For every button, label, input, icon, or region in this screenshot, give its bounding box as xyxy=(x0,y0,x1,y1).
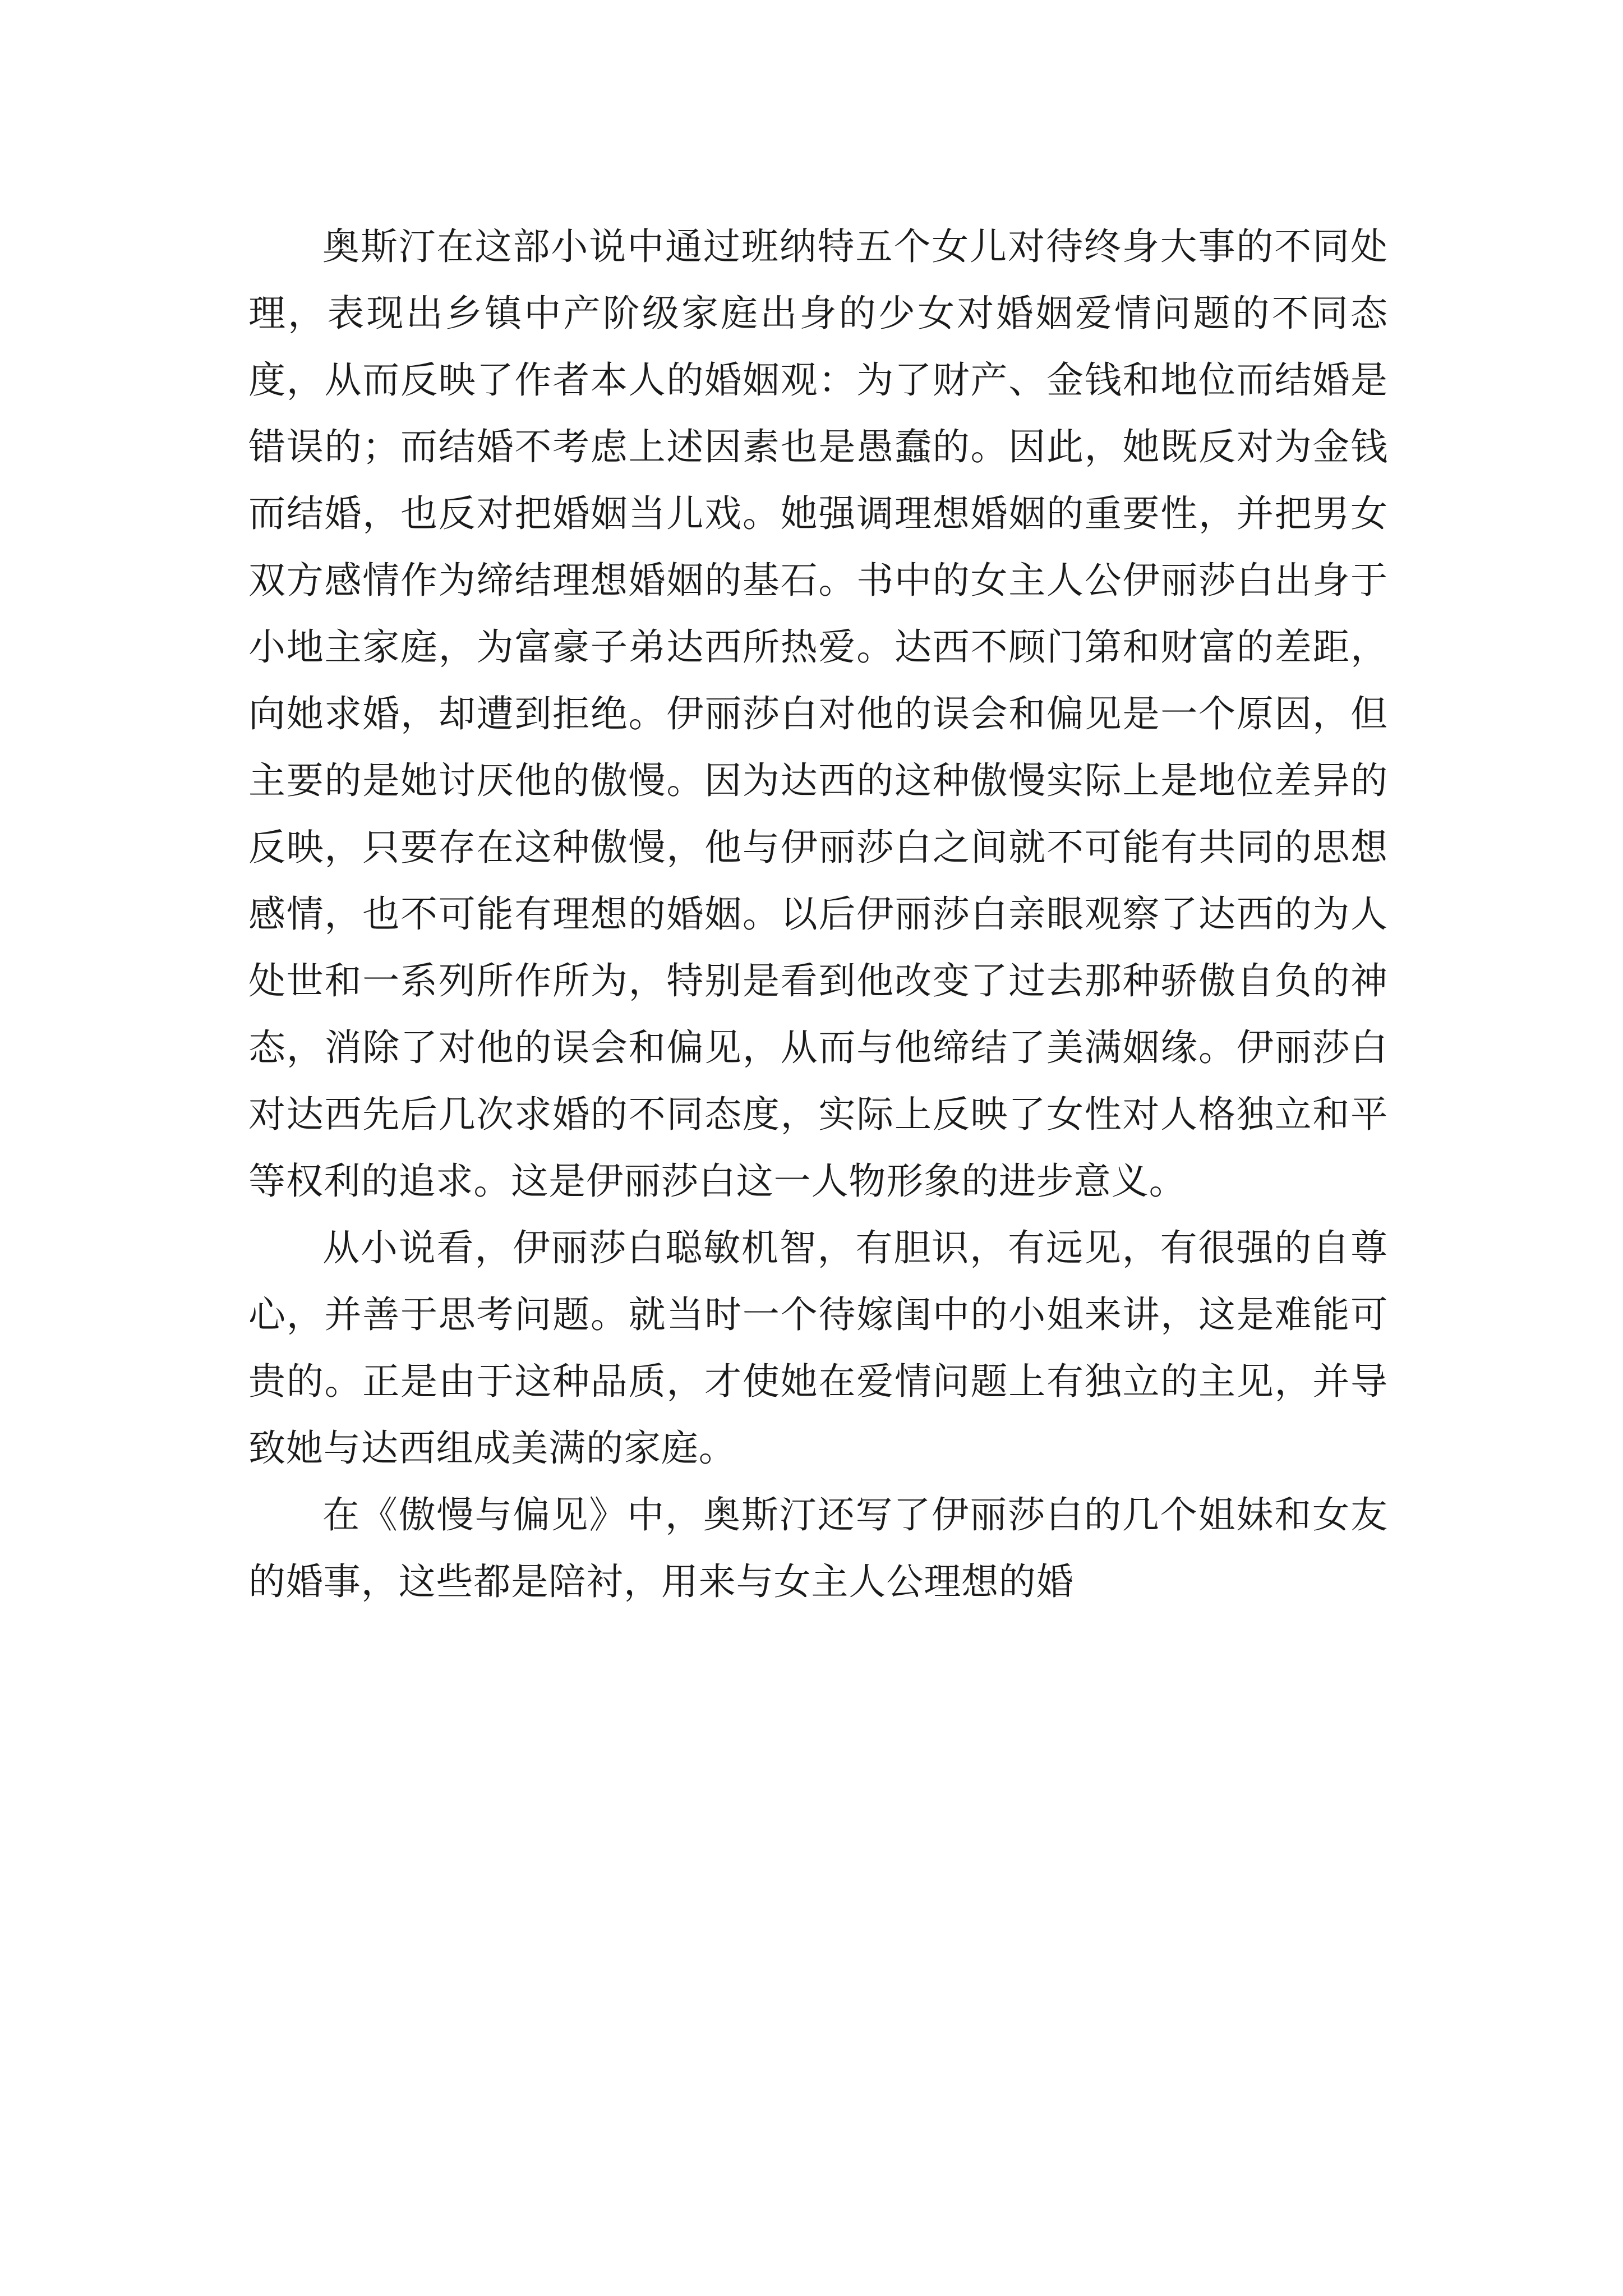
paragraph-2: 从小说看，伊丽莎白聪敏机智，有胆识，有远见，有很强的自尊心，并善于思考问题。就当时一个待嫁闺中的小姐来讲，这是难能可贵的。正是由于这种品质，才使她在爱情问题上有独立的主见，并导致她与达西组成美满的家庭。 xyxy=(248,1226,1388,1470)
body-text xyxy=(248,213,1388,1615)
paragraph-1: 奥斯汀在这部小说中通过班纳特五个女儿对待终身大事的不同处理，表现出乡镇中产阶级家庭出身的少女对婚姻爱情问题的不同态度，从而反映了作者本人的婚姻观：为了财产、金钱和地位而结婚是错误的；而结婚不考虑上述因素也是愚蠢的。因此，她既反对为金钱而结婚，也反对把婚姻当儿戏。她强调理想婚姻的重要性，并把男女双方感情作为缔结理想婚姻的基石。书中的女主人公伊丽莎白出身于小地主家庭，为富豪子弟达西所热爱。达西不顾门第和财富的差距，向她求婚，却遭到拒绝。伊丽莎白对他的误会和偏见是一个原因，但主要的是她讨厌他的傲慢。因为达西的这种傲慢实际上是地位差异的反映，只要存在这种傲慢，他与伊丽莎白之间就不可能有共同的思想感情，也不可能有理想的婚姻。以后伊丽莎白亲眼观察了达西的为人处世和一系列所作所为，特别是看到他改变了过去那种骄傲自负的神态，消除了对他的误会和偏见，从而与他缔结了美满姻缘。伊丽莎白对达西先后几次求婚的不同态度，实际上反映了女性对人格独立和平等权利的追求。这是伊丽莎白这一人物形象的进步意义。 xyxy=(248,225,1388,1203)
paragraph-3: 在《傲慢与偏见》中，奥斯汀还写了伊丽莎白的几个姐妹和女友的婚事，这些都是陪衬，用来与女主人公理想的婚 xyxy=(248,1493,1388,1603)
